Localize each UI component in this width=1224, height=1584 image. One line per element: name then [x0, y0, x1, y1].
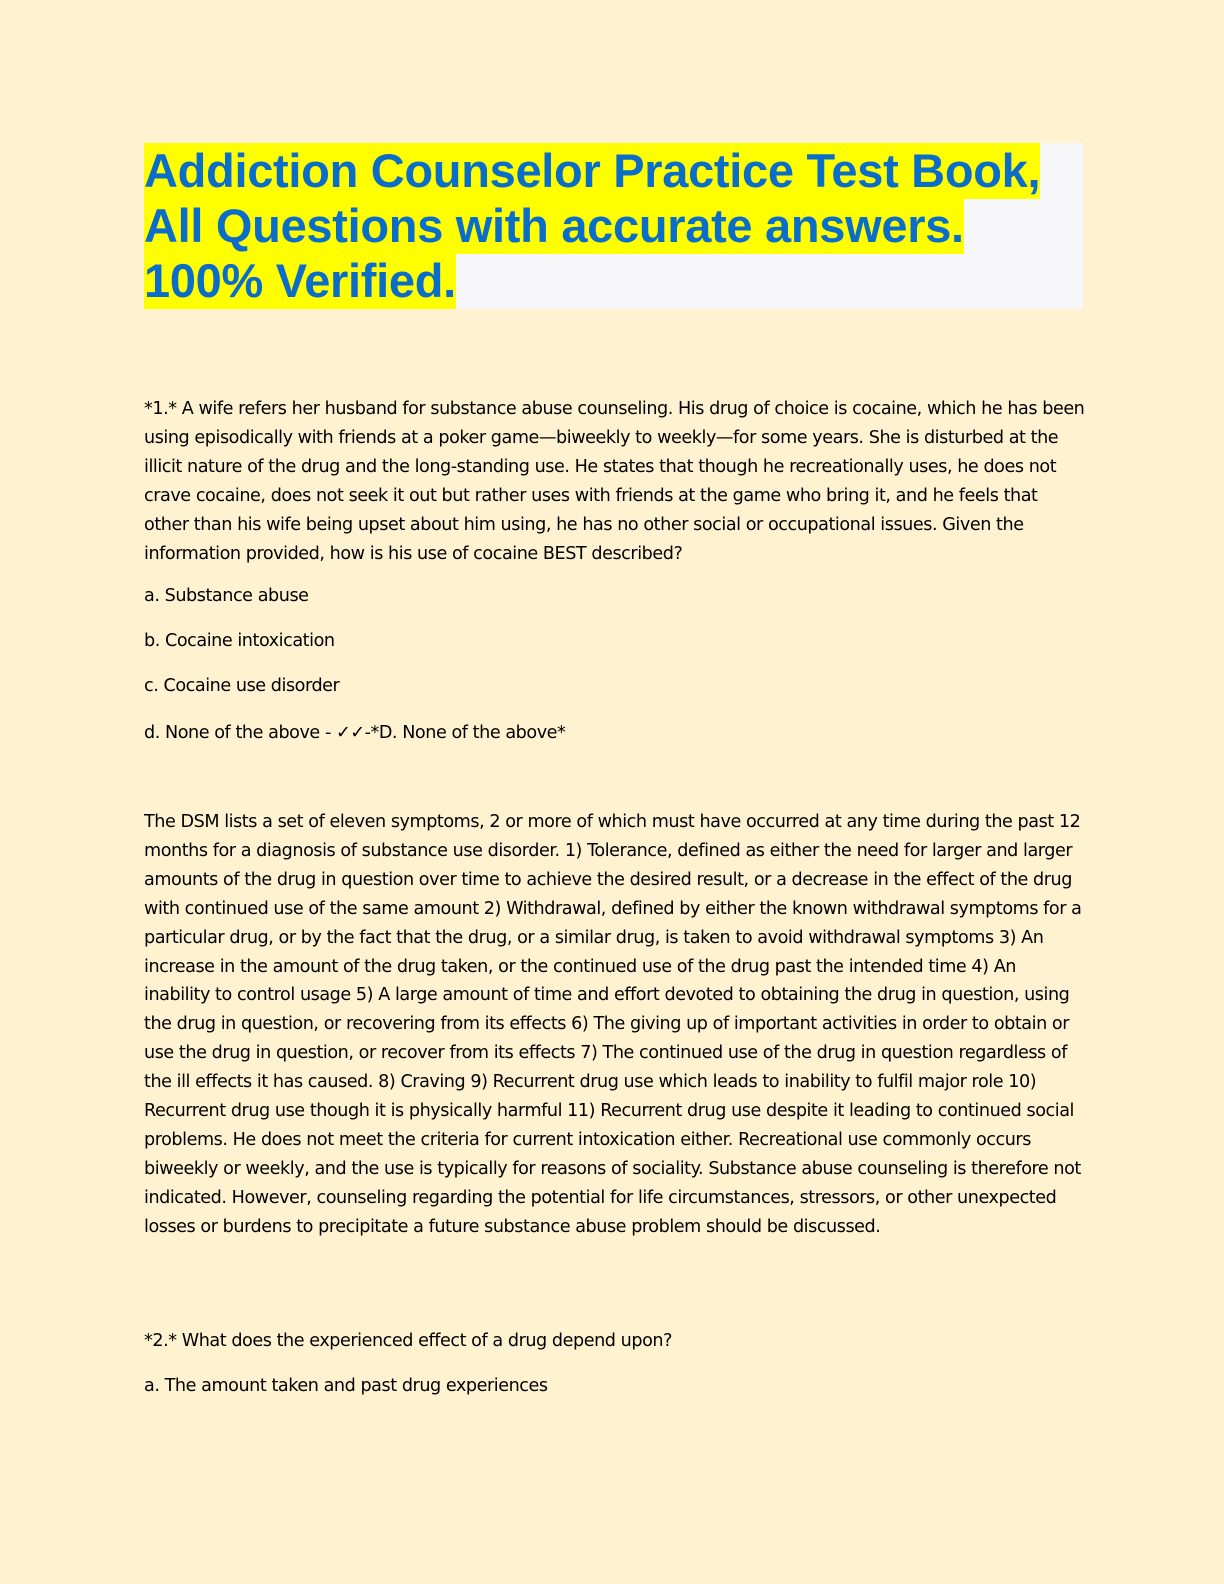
- question-1-explanation: The DSM lists a set of eleven symptoms, 2 or more of which must have occurred at any time during the past 12 months for a diagnosis of substance use disorder. 1) Tolerance, defined as either the need for larger and larger amounts of the drug in question over time to achieve the desired result, or a decrease in the effect of the drug with continued use of the same amount 2) Withdrawal, defined by either the known withdrawal symptoms for a particular drug, or by the fact that the drug, or a similar drug, is taken to avoid withdrawal symptoms 3) An increase in the amount of the drug taken, or the continued use of the drug past the intended time 4) An inability to control usage 5) A large amount of time and effort devoted to obtaining the drug in question, using the drug in question, or recovering from its effects 6) The giving up of important activities in order to obtain or use the drug in question, or recover from its effects 7) The continued use of the drug in question regardless of the ill effects it has caused. 8) Craving 9) Recurrent drug use which leads to inability to fulfil major role 10) Recurrent drug use though it is physically harmful 11) Recurrent drug use despite it leading to continued social problems. He does not meet the criteria for current intoxication either. Recreational use commonly occurs biweekly or weekly, and the use is typically for reasons of sociality. Substance abuse counseling is therefore not indicated. However, counseling regarding the potential for life circumstances, stressors, or other unexpected losses or burdens to precipitate a future substance abuse problem should be discussed.: [144, 812, 1082, 1237]
- document-title: [144, 143, 1083, 309]
- double-check-icon: ✓✓: [336, 723, 365, 743]
- question-2-number: *2.*: [144, 1331, 177, 1351]
- title-line-1: Addiction Counselor Practice Test Book,: [144, 144, 1041, 197]
- question-1-option-c: c. Cocaine use disorder: [144, 676, 340, 696]
- title-line-2: All Questions with accurate answers.: [144, 199, 964, 252]
- question-1-option-a: a. Substance abuse: [144, 586, 309, 606]
- question-1: [144, 395, 1086, 568]
- question-2: [144, 1329, 1086, 1353]
- question-2-option-a: a. The amount taken and past drug experiences: [144, 1376, 548, 1396]
- question-1-option-d: [144, 721, 1086, 745]
- title-line-3: 100% Verified.: [144, 254, 456, 307]
- question-1-option-d-label: d. None of the above -: [144, 723, 336, 743]
- question-1-answer: -*D. None of the above*: [364, 723, 566, 743]
- question-1-text: A wife refers her husband for substance abuse counseling. His drug of choice is cocaine, which he has been using episodically with friends at a poker game—biweekly to weekly—for some years. She is disturbed at the illicit nature of the drug and the long-standing use. He states that though he recreationally uses, he does not crave cocaine, does not seek it out but rather uses with friends at the game who bring it, and he feels that other than his wife being upset about him using, he has no other social or occupational issues. Given the information provided, how is his use of cocaine BEST described?: [144, 399, 1085, 564]
- question-2-text: What does the experienced effect of a drug depend upon?: [181, 1331, 672, 1351]
- question-1-option-b: b. Cocaine intoxication: [144, 631, 335, 651]
- question-1-number: *1.*: [144, 399, 177, 419]
